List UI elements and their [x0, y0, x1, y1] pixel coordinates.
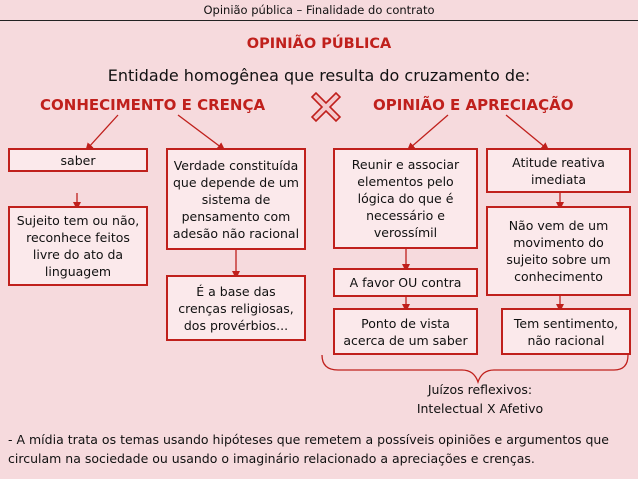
slide-header: Opinião pública – Finalidade do contrato [0, 0, 638, 21]
box-atitude: Atitude reativa imediata [486, 148, 631, 193]
judgments-line-2: Intelectual X Afetivo [416, 401, 544, 416]
judgments-note [380, 380, 580, 418]
box-crencas: É a base das crenças religiosas, dos provérbios... [166, 275, 306, 341]
box-sujeito: Sujeito tem ou não, reconhece feitos livre do ato da linguagem [8, 206, 148, 286]
box-saber: saber [8, 148, 148, 172]
subtitle: Entidade homogênea que resulta do cruzamento de: [107, 66, 531, 85]
judgments-line-1: Juízos reflexivos: [427, 382, 533, 397]
box-verdade: Verdade constituída que depende de um sistema de pensamento com adesão não racional [166, 148, 306, 250]
box-reunir: Reunir e associar elementos pelo lógica do que é necessário e verossímil [333, 148, 478, 249]
box-nao-vem: Não vem de um movimento do sujeito sobre um conhecimento [486, 206, 631, 296]
footer-note: - A mídia trata os temas usando hipóteses que remetem a possíveis opiniões e argumentos que circulam na sociedade ou usando o imaginário relacionado a apreciações e crenças. [8, 432, 610, 466]
box-ponto: Ponto de vista acerca de um saber [333, 308, 478, 355]
main-title: OPINIÃO PÚBLICA [246, 36, 392, 52]
right-heading: OPINIÃO E APRECIAÇÃO [373, 96, 574, 114]
box-sentimento: Tem sentimento, não racional [501, 308, 631, 355]
left-heading: CONHECIMENTO E CRENÇA [40, 96, 266, 114]
box-favor: A favor OU contra [333, 268, 478, 297]
